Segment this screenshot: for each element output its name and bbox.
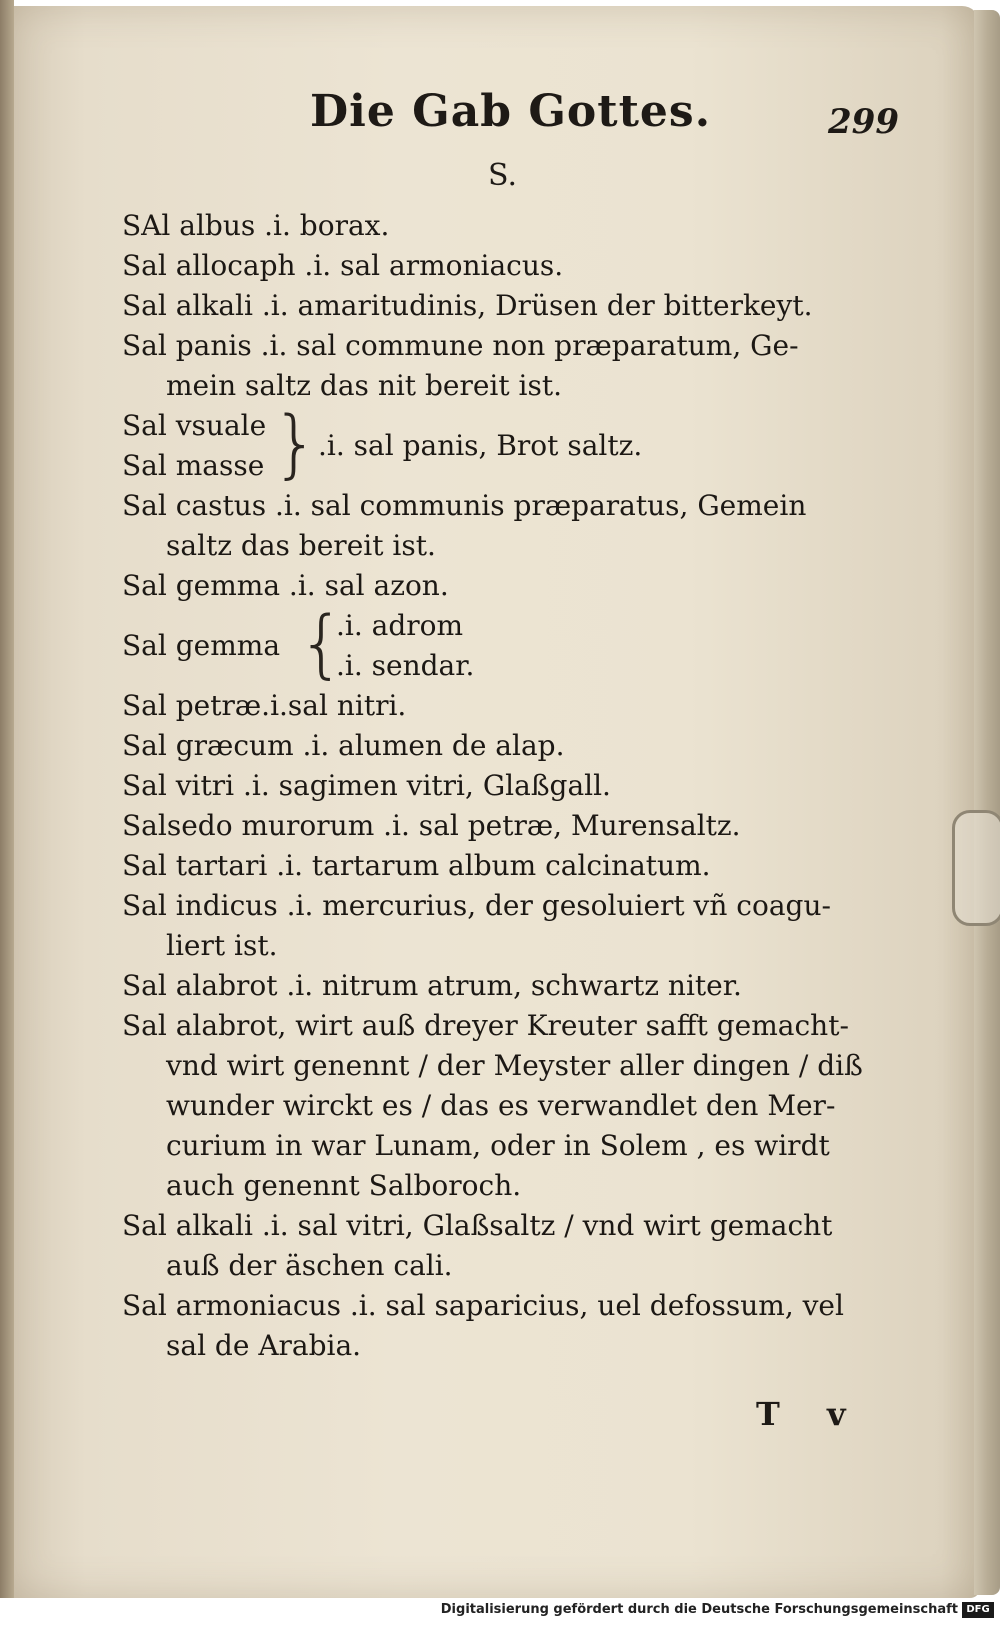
entry-line: Sal masse — [122, 449, 265, 482]
entry-line: sal de Arabia. — [166, 1329, 362, 1362]
entry-line: Sal alabrot, wirt auß dreyer Kreuter safft gemacht- — [122, 1009, 849, 1042]
dfg-logo-icon: DFG — [962, 1602, 994, 1618]
running-title: Die Gab Gottes. — [310, 86, 712, 137]
page-edges — [974, 10, 1000, 1595]
funding-credit: Digitalisierung gefördert durch die Deutsche Forschungsgemeinschaft — [440, 1602, 958, 1617]
bracketed-entry — [122, 401, 912, 487]
entry-line: mein saltz das nit bereit ist. — [166, 369, 562, 402]
entry-line: Sal tartari .i. tartarum album calcinatum. — [122, 849, 711, 882]
left-brace: { — [298, 601, 346, 687]
entry-line: SAl albus .i. borax. — [122, 209, 390, 242]
entry-line: Sal alkali .i. amaritudinis, Drüsen der bitterkeyt. — [122, 289, 813, 322]
entry-line: liert ist. — [166, 929, 278, 962]
glossary-text — [122, 206, 912, 1366]
entry-line: Sal alabrot .i. nitrum atrum, schwartz niter. — [122, 969, 742, 1002]
entry-line: Sal vitri .i. sagimen vitri, Glaßgall. — [122, 769, 611, 802]
entry-line: Sal panis .i. sal commune non præparatum, Ge- — [122, 329, 799, 362]
entry-line: Sal vsuale — [122, 409, 267, 442]
glossary-entry — [122, 686, 912, 726]
bracket-right-column — [336, 606, 474, 686]
entry-line: Sal indicus .i. mercurius, der gesoluiert vñ coagu- — [122, 889, 831, 922]
entry-line: auch genennt Salboroch. — [166, 1169, 522, 1202]
page-header — [0, 80, 1000, 150]
glossary-entry — [122, 566, 912, 606]
page-tab-marker — [952, 810, 1000, 926]
right-brace: } — [272, 401, 320, 487]
glossary-entry — [122, 326, 912, 406]
entry-line: Sal petræ.i.sal nitri. — [122, 689, 407, 722]
entry-line: Sal græcum .i. alumen de alap. — [122, 729, 565, 762]
glossary-entry — [122, 246, 912, 286]
glossary-entry — [122, 846, 912, 886]
bracketed-entry — [122, 601, 912, 687]
glossary-entry — [122, 1286, 912, 1366]
entry-line: wunder wirckt es / das es verwandlet den Mer- — [166, 1089, 836, 1122]
entry-line: vnd wirt genennt / der Meyster aller dingen / diß — [166, 1049, 863, 1082]
entry-line: .i. sendar. — [336, 649, 475, 682]
glossary-entry — [122, 1206, 912, 1286]
glossary-entry — [122, 206, 912, 246]
glossary-entry — [122, 726, 912, 766]
footer-bar — [0, 1598, 1000, 1630]
entry-line: Salsedo murorum .i. sal petræ, Murensaltz. — [122, 809, 741, 842]
entry-line: .i. sal panis, Brot saltz. — [318, 429, 643, 462]
entry-line: Sal castus .i. sal communis præparatus, Gemein — [122, 489, 807, 522]
entry-line: .i. adrom — [336, 609, 464, 642]
glossary-entry — [122, 886, 912, 966]
entry-line: Sal alkali .i. sal vitri, Glaßsaltz / vnd wirt gemacht — [122, 1209, 833, 1242]
glossary-entry — [122, 966, 912, 1006]
entry-line: auß der äschen cali. — [166, 1249, 453, 1282]
entry-line: Sal armoniacus .i. sal saparicius, uel defossum, vel — [122, 1289, 844, 1322]
page-number: 299 — [828, 102, 899, 142]
catchword-signature: T v — [756, 1395, 864, 1433]
entry-line: Sal gemma — [122, 629, 281, 662]
glossary-entry — [122, 286, 912, 326]
glossary-entry — [122, 806, 912, 846]
entry-line: curium in war Lunam, oder in Solem , es wirdt — [166, 1129, 830, 1162]
entry-line: Sal allocaph .i. sal armoniacus. — [122, 249, 564, 282]
glossary-entry — [122, 1006, 912, 1206]
entry-line: saltz das bereit ist. — [166, 529, 436, 562]
glossary-entry — [122, 766, 912, 806]
section-letter: S. — [488, 158, 518, 193]
glossary-entry — [122, 486, 912, 566]
bracket-left-column — [122, 406, 266, 486]
entry-line: Sal gemma .i. sal azon. — [122, 569, 449, 602]
book-spine — [0, 0, 14, 1600]
